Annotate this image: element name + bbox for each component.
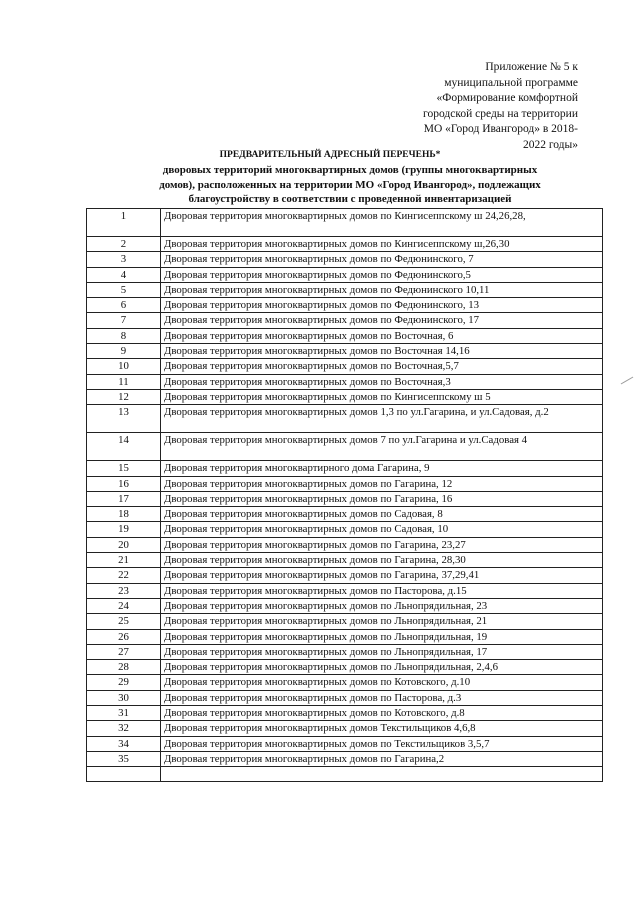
row-number: 24 — [87, 598, 161, 613]
appendix-line: Приложение № 5 к — [485, 61, 578, 73]
row-number: 31 — [87, 706, 161, 721]
table-row — [87, 751, 603, 766]
table-row — [87, 344, 603, 359]
table-row — [87, 736, 603, 751]
row-address: Дворовая территория многоквартирных домов по Восточная, 6 — [161, 328, 603, 343]
row-number: 17 — [87, 491, 161, 506]
document-subtitle — [120, 163, 580, 207]
row-number: 16 — [87, 476, 161, 491]
row-address: Дворовая территория многоквартирных домов по Кингисеппскому ш 24,26,28, — [161, 209, 603, 237]
subtitle-line: благоустройству в соответствии с проведенной инвентаризацией — [188, 193, 512, 205]
row-number: 7 — [87, 313, 161, 328]
row-address: Дворовая территория многоквартирных домов по Гагарина, 37,29,41 — [161, 568, 603, 583]
table-row — [87, 252, 603, 267]
row-number: 2 — [87, 237, 161, 252]
table-row — [87, 568, 603, 583]
table-row — [87, 476, 603, 491]
appendix-line: 2022 годы» — [522, 138, 578, 151]
table-row — [87, 629, 603, 644]
table-row — [87, 660, 603, 675]
row-number: 10 — [87, 359, 161, 374]
table-row — [87, 522, 603, 537]
row-number: 21 — [87, 553, 161, 568]
row-address: Дворовая территория многоквартирных домов по Федюнинского,5 — [161, 267, 603, 282]
row-number: 8 — [87, 328, 161, 343]
row-number: 26 — [87, 629, 161, 644]
table-row — [87, 282, 603, 297]
row-address: Дворовая территория многоквартирных домов по Гагарина, 12 — [161, 476, 603, 491]
row-address: Дворовая территория многоквартирных домов по Пасторова, д.15 — [161, 583, 603, 598]
row-address: Дворовая территория многоквартирных домов по Федюнинского, 13 — [161, 298, 603, 313]
row-number: 28 — [87, 660, 161, 675]
table-row — [87, 313, 603, 328]
row-address: Дворовая территория многоквартирных домов по Текстильщиков 3,5,7 — [161, 736, 603, 751]
row-number: 9 — [87, 344, 161, 359]
row-address: Дворовая территория многоквартирных домов по Льнопрядильная, 23 — [161, 598, 603, 613]
row-number: 4 — [87, 267, 161, 282]
subtitle-line: дворовых территорий многоквартирных домов (группы многоквартирных — [162, 164, 538, 176]
row-address: Дворовая территория многоквартирных домов по Котовского, д.8 — [161, 706, 603, 721]
scan-mark — [621, 377, 634, 385]
table-row — [87, 461, 603, 476]
row-address: Дворовая территория многоквартирных домов по Садовая, 8 — [161, 507, 603, 522]
row-address: Дворовая территория многоквартирных домов по Восточная,3 — [161, 374, 603, 389]
table-row — [87, 209, 603, 237]
row-number: 19 — [87, 522, 161, 537]
row-number: 13 — [87, 405, 161, 433]
appendix-line: муниципальной программе — [444, 76, 578, 89]
subtitle-line: домов), расположенных на территории МО «Город Ивангород», подлежащих — [159, 178, 541, 191]
empty-cell — [87, 767, 161, 782]
row-number: 20 — [87, 537, 161, 552]
row-address: Дворовая территория многоквартирных домов 1,3 по ул.Гагарина, и ул.Садовая, д.2 — [161, 405, 603, 433]
table-row — [87, 675, 603, 690]
row-address: Дворовая территория многоквартирных домов по Садовая, 10 — [161, 522, 603, 537]
appendix-line: городской среды на территории — [423, 107, 578, 120]
row-number: 29 — [87, 675, 161, 690]
row-address: Дворовая территория многоквартирных домов по Льнопрядильная, 21 — [161, 614, 603, 629]
table-row — [87, 237, 603, 252]
row-address: Дворовая территория многоквартирных домов по Гагарина,2 — [161, 751, 603, 766]
table-row — [87, 553, 603, 568]
row-number: 5 — [87, 282, 161, 297]
table-row — [87, 491, 603, 506]
row-address: Дворовая территория многоквартирных домов по Льнопрядильная, 2,4,6 — [161, 660, 603, 675]
empty-table-row — [87, 767, 603, 782]
row-number: 15 — [87, 461, 161, 476]
table-row — [87, 389, 603, 404]
row-address: Дворовая территория многоквартирных домов по Кингисеппскому ш 5 — [161, 389, 603, 404]
table-row — [87, 374, 603, 389]
row-address: Дворовая территория многоквартирных домов по Льнопрядильная, 17 — [161, 644, 603, 659]
row-address: Дворовая территория многоквартирных домов по Федюнинского 10,11 — [161, 282, 603, 297]
row-number: 27 — [87, 644, 161, 659]
table-row — [87, 721, 603, 736]
row-address: Дворовая территория многоквартирных домов 7 по ул.Гагарина и ул.Садовая 4 — [161, 433, 603, 461]
row-number: 1 — [87, 209, 161, 237]
document-title: ПРЕДВАРИТЕЛЬНЫЙ АДРЕСНЫЙ ПЕРЕЧЕНЬ* — [219, 150, 441, 160]
appendix-line: МО «Город Ивангород» в 2018- — [423, 123, 578, 135]
address-table-body — [87, 209, 603, 782]
row-address: Дворовая территория многоквартирных домов по Восточная,5,7 — [161, 359, 603, 374]
row-number: 35 — [87, 751, 161, 766]
table-row — [87, 598, 603, 613]
row-address: Дворовая территория многоквартирных домов по Гагарина, 28,30 — [161, 553, 603, 568]
row-number: 32 — [87, 721, 161, 736]
table-row — [87, 433, 603, 461]
table-row — [87, 267, 603, 282]
row-number: 18 — [87, 507, 161, 522]
table-row — [87, 405, 603, 433]
row-address: Дворовая территория многоквартирных домов по Гагарина, 16 — [161, 491, 603, 506]
row-number: 34 — [87, 736, 161, 751]
row-address: Дворовая территория многоквартирных домов по Гагарина, 23,27 — [161, 537, 603, 552]
address-table — [86, 208, 603, 782]
appendix-line: «Формирование комфортной — [436, 92, 578, 104]
row-address: Дворовая территория многоквартирного дома Гагарина, 9 — [161, 461, 603, 476]
row-address: Дворовая территория многоквартирных домов по Восточная 14,16 — [161, 344, 603, 359]
row-address: Дворовая территория многоквартирных домов по Пасторова, д.3 — [161, 690, 603, 705]
row-address: Дворовая территория многоквартирных домов по Федюнинского, 17 — [161, 313, 603, 328]
table-row — [87, 644, 603, 659]
row-number: 25 — [87, 614, 161, 629]
row-address: Дворовая территория многоквартирных домов по Котовского, д.10 — [161, 675, 603, 690]
table-row — [87, 583, 603, 598]
table-row — [87, 614, 603, 629]
row-number: 22 — [87, 568, 161, 583]
table-row — [87, 359, 603, 374]
row-number: 12 — [87, 389, 161, 404]
table-row — [87, 690, 603, 705]
row-address: Дворовая территория многоквартирных домов по Льнопрядильная, 19 — [161, 629, 603, 644]
row-number: 30 — [87, 690, 161, 705]
row-address: Дворовая территория многоквартирных домов по Федюнинского, 7 — [161, 252, 603, 267]
empty-cell — [161, 767, 603, 782]
row-address: Дворовая территория многоквартирных домов Текстильщиков 4,6,8 — [161, 721, 603, 736]
appendix-note — [360, 60, 578, 153]
table-row — [87, 298, 603, 313]
table-row — [87, 537, 603, 552]
row-number: 14 — [87, 433, 161, 461]
table-row — [87, 507, 603, 522]
table-row — [87, 328, 603, 343]
row-number: 3 — [87, 252, 161, 267]
row-number: 11 — [87, 374, 161, 389]
row-number: 6 — [87, 298, 161, 313]
table-row — [87, 706, 603, 721]
row-address: Дворовая территория многоквартирных домов по Кингисеппскому ш,26,30 — [161, 237, 603, 252]
row-number: 23 — [87, 583, 161, 598]
